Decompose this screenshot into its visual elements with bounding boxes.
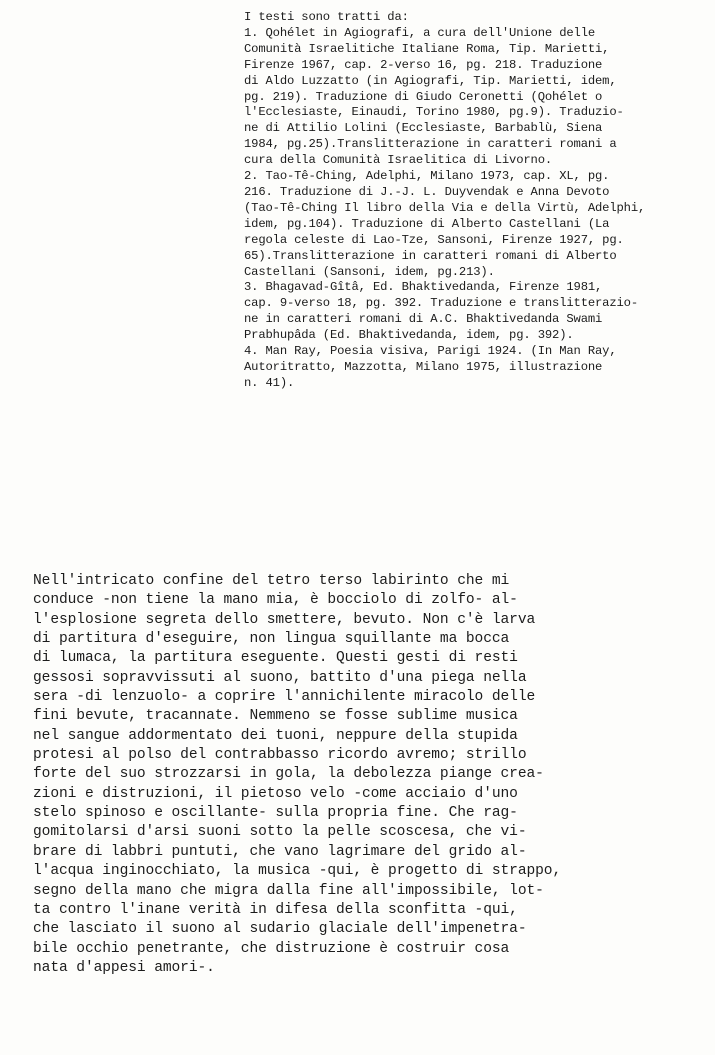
poem-line: sera -di lenzuolo- a coprire l'annichilente miracolo delle — [33, 689, 536, 706]
poem-line: fini bevute, tracannate. Nemmeno se fosse sublime musica — [33, 708, 518, 725]
poem-line: l'esplosione segreta dello smettere, bevuto. Non c'è larva — [33, 611, 536, 628]
poem-line: segno della mano che migra dalla fine all'impossibile, lot- — [33, 882, 544, 899]
poem-line: stelo spinoso e oscillante- sulla propria fine. Che rag- — [33, 805, 518, 822]
poem-line: nata d'appesi amori-. — [33, 959, 215, 976]
references-block — [244, 10, 714, 392]
reference-line: n. 41). — [244, 375, 295, 390]
poem-line: zioni e distruzioni, il pietoso velo -come acciaio d'uno — [33, 785, 518, 802]
reference-line: Firenze 1967, cap. 2-verso 16, pg. 218. Traduzione — [244, 57, 603, 72]
poem-line: gomitolarsi d'arsi suoni sotto la pelle scoscesa, che vi- — [33, 824, 527, 841]
reference-line: cura della Comunità Israelitica di Livorno. — [244, 153, 553, 168]
reference-line: Prabhupâda (Ed. Bhaktivedanda, idem, pg. 392). — [244, 328, 574, 343]
reference-line: ne in caratteri romani di A.C. Bhaktivedanda Swami — [244, 312, 603, 327]
poem-line: forte del suo strozzarsi in gola, la debolezza piange crea- — [33, 766, 544, 783]
reference-line: Autoritratto, Mazzotta, Milano 1975, illustrazione — [244, 359, 603, 374]
poem-line: ta contro l'inane verità in difesa della sconfitta -qui, — [33, 901, 518, 918]
poem-line: gessosi sopravvissuti al suono, battito d'una piega nella — [33, 669, 527, 686]
reference-line: Comunità Israelitiche Italiane Roma, Tip. Marietti, — [244, 41, 610, 56]
poem-line: di lumaca, la partitura eseguente. Questi gesti di resti — [33, 650, 518, 667]
reference-line: l'Ecclesiaste, Einaudi, Torino 1980, pg.9). Traduzio- — [244, 105, 624, 120]
poem-line: che lasciato il suono al sudario glaciale dell'impenetra- — [33, 921, 527, 938]
reference-line: idem, pg.104). Traduzione di Alberto Castellani (La — [244, 216, 610, 231]
poem-line: bile occhio penetrante, che distruzione è costruir cosa — [33, 940, 510, 957]
poem-line: di partitura d'eseguire, non lingua squillante ma bocca — [33, 631, 510, 648]
poem-line: protesi al polso del contrabbasso ricordo avremo; strillo — [33, 747, 527, 764]
reference-line: cap. 9-verso 18, pg. 392. Traduzione e translitterazio- — [244, 296, 639, 311]
reference-line: 1. Qohélet in Agiografi, a cura dell'Unione delle — [244, 25, 596, 40]
reference-line: 2. Tao-Tê-Ching, Adelphi, Milano 1973, cap. XL, pg. — [244, 169, 610, 184]
poem-text-block — [33, 572, 715, 978]
poem-line: l'acqua inginocchiato, la musica -qui, è progetto di strappo, — [33, 863, 562, 880]
reference-line: 216. Traduzione di J.-J. L. Duyvendak e Anna Devoto — [244, 184, 610, 199]
reference-line: 3. Bhagavad-Gîtâ, Ed. Bhaktivedanda, Firenze 1981, — [244, 280, 603, 295]
poem-line: brare di labbri puntuti, che vano lagrimare del grido al- — [33, 843, 527, 860]
reference-line: 65).Translitterazione in caratteri romani di Alberto — [244, 248, 617, 263]
reference-line: pg. 219). Traduzione di Giudo Ceronetti (Qohélet o — [244, 89, 603, 104]
poem-line: conduce -non tiene la mano mia, è bocciolo di zolfo- al- — [33, 592, 518, 609]
reference-line: 1984, pg.25).Translitterazione in caratteri romani a — [244, 137, 617, 152]
reference-line: (Tao-Tê-Ching Il libro della Via e della Virtù, Adelphi, — [244, 200, 646, 215]
reference-line: Castellani (Sansoni, idem, pg.213). — [244, 264, 495, 279]
poem-line: Nell'intricato confine del tetro terso labirinto che mi — [33, 573, 510, 589]
reference-line: regola celeste di Lao-Tze, Sansoni, Firenze 1927, pg. — [244, 232, 624, 247]
reference-line: I testi sono tratti da: — [244, 10, 409, 24]
reference-line: 4. Man Ray, Poesia visiva, Parigi 1924. (In Man Ray, — [244, 344, 617, 359]
reference-line: di Aldo Luzzatto (in Agiografi, Tip. Marietti, idem, — [244, 73, 617, 88]
poem-line: nel sangue addormentato dei tuoni, neppure della stupida — [33, 727, 518, 744]
reference-line: ne di Attilio Lolini (Ecclesiaste, Barbablù, Siena — [244, 121, 603, 136]
